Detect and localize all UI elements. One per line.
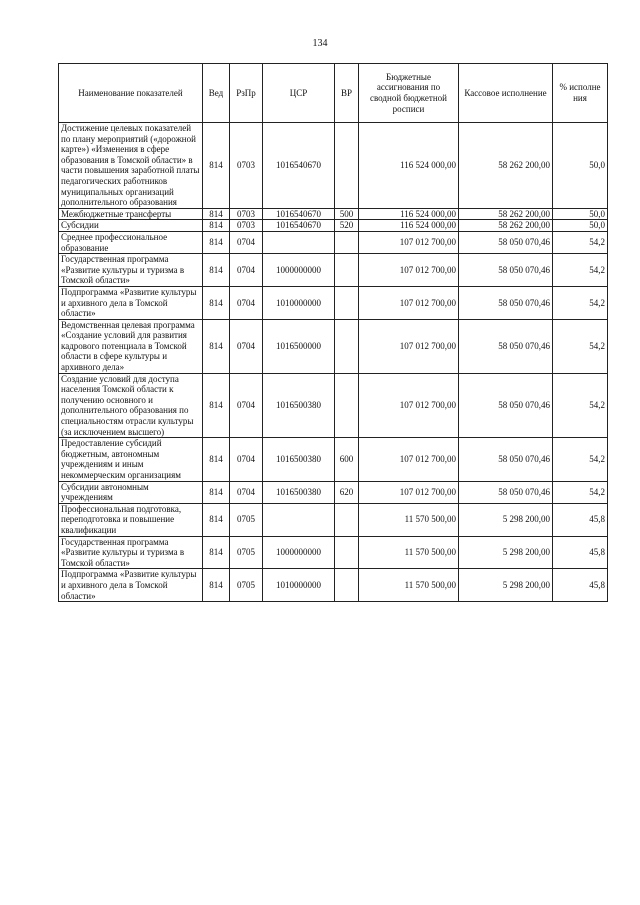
row-cash: 58 050 070,46 bbox=[459, 254, 553, 287]
row-percent: 50,0 bbox=[553, 220, 608, 232]
row-allocations: 11 570 500,00 bbox=[359, 569, 459, 602]
row-vr bbox=[335, 123, 359, 209]
table-row bbox=[59, 123, 608, 209]
row-csr: 1010000000 bbox=[263, 286, 335, 319]
row-ved: 814 bbox=[203, 123, 230, 209]
row-vr bbox=[335, 503, 359, 536]
row-name: Профессиональная подготовка, переподготовка и повышение квалификации bbox=[59, 503, 203, 536]
row-name: Достижение целевых показателей по плану мероприятий («дорожной карте») «Изменения в сфере образования в Томской области» в части повышения заработной платы педагогических работников муниципальных организаций дополнительного образования bbox=[59, 123, 203, 209]
table-row bbox=[59, 503, 608, 536]
row-csr: 1016500380 bbox=[263, 373, 335, 438]
row-vr: 620 bbox=[335, 481, 359, 503]
row-allocations: 107 012 700,00 bbox=[359, 481, 459, 503]
row-percent: 54,2 bbox=[553, 373, 608, 438]
row-allocations: 11 570 500,00 bbox=[359, 503, 459, 536]
header-ved: Вед bbox=[203, 64, 230, 123]
row-csr: 1016540670 bbox=[263, 220, 335, 232]
row-rzpr: 0703 bbox=[230, 123, 263, 209]
row-name: Среднее профессиональное образование bbox=[59, 231, 203, 253]
row-csr bbox=[263, 231, 335, 253]
row-ved: 814 bbox=[203, 438, 230, 481]
table-row bbox=[59, 286, 608, 319]
row-name: Создание условий для доступа населения Томской области к получению основного и дополнительного образования по специальностям отрасли культуры (за исключением высшего) bbox=[59, 373, 203, 438]
row-cash: 58 050 070,46 bbox=[459, 438, 553, 481]
table-row bbox=[59, 319, 608, 373]
row-ved: 814 bbox=[203, 231, 230, 253]
row-name: Государственная программа «Развитие культуры и туризма в Томской области» bbox=[59, 254, 203, 287]
row-ved: 814 bbox=[203, 208, 230, 220]
row-allocations: 116 524 000,00 bbox=[359, 123, 459, 209]
row-ved: 814 bbox=[203, 286, 230, 319]
row-csr: 1000000000 bbox=[263, 254, 335, 287]
row-percent: 54,2 bbox=[553, 438, 608, 481]
row-ved: 814 bbox=[203, 373, 230, 438]
row-cash: 58 050 070,46 bbox=[459, 373, 553, 438]
row-name: Предоставление субсидий бюджетным, автономным учреждениям и иным некоммерческим организациям bbox=[59, 438, 203, 481]
table-row bbox=[59, 254, 608, 287]
row-allocations: 107 012 700,00 bbox=[359, 373, 459, 438]
table-row bbox=[59, 536, 608, 569]
row-name: Межбюджетные трансферты bbox=[59, 208, 203, 220]
row-rzpr: 0703 bbox=[230, 220, 263, 232]
row-name: Государственная программа «Развитие культуры и туризма в Томской области» bbox=[59, 536, 203, 569]
row-rzpr: 0704 bbox=[230, 319, 263, 373]
row-vr bbox=[335, 231, 359, 253]
row-rzpr: 0704 bbox=[230, 254, 263, 287]
row-percent: 45,8 bbox=[553, 503, 608, 536]
row-percent: 54,2 bbox=[553, 231, 608, 253]
row-rzpr: 0705 bbox=[230, 536, 263, 569]
row-cash: 58 262 200,00 bbox=[459, 208, 553, 220]
row-name: Субсидии автономным учреждениям bbox=[59, 481, 203, 503]
row-vr bbox=[335, 254, 359, 287]
row-csr: 1016540670 bbox=[263, 123, 335, 209]
row-vr bbox=[335, 569, 359, 602]
row-vr bbox=[335, 286, 359, 319]
row-ved: 814 bbox=[203, 254, 230, 287]
header-allocations: Бюджетные ассигнования по сводной бюджетной росписи bbox=[359, 64, 459, 123]
page-number: 134 bbox=[312, 38, 328, 49]
row-cash: 58 262 200,00 bbox=[459, 123, 553, 209]
row-cash: 58 050 070,46 bbox=[459, 319, 553, 373]
header-percent: % исполне ния bbox=[553, 64, 608, 123]
table-row bbox=[59, 373, 608, 438]
row-vr: 520 bbox=[335, 220, 359, 232]
row-name: Субсидии bbox=[59, 220, 203, 232]
row-allocations: 107 012 700,00 bbox=[359, 438, 459, 481]
table-row bbox=[59, 438, 608, 481]
row-rzpr: 0704 bbox=[230, 481, 263, 503]
row-percent: 54,2 bbox=[553, 481, 608, 503]
header-name: Наименование показателей bbox=[59, 64, 203, 123]
row-percent: 54,2 bbox=[553, 286, 608, 319]
row-ved: 814 bbox=[203, 569, 230, 602]
row-csr: 1016540670 bbox=[263, 208, 335, 220]
row-rzpr: 0703 bbox=[230, 208, 263, 220]
row-cash: 58 050 070,46 bbox=[459, 231, 553, 253]
row-allocations: 107 012 700,00 bbox=[359, 254, 459, 287]
table-row bbox=[59, 208, 608, 220]
row-ved: 814 bbox=[203, 319, 230, 373]
row-cash: 5 298 200,00 bbox=[459, 503, 553, 536]
row-ved: 814 bbox=[203, 503, 230, 536]
row-percent: 54,2 bbox=[553, 319, 608, 373]
row-cash: 5 298 200,00 bbox=[459, 569, 553, 602]
row-percent: 50,0 bbox=[553, 208, 608, 220]
row-allocations: 107 012 700,00 bbox=[359, 286, 459, 319]
table-row bbox=[59, 481, 608, 503]
row-vr bbox=[335, 373, 359, 438]
row-name: Ведомственная целевая программа «Создание условий для развития кадрового потенциала в Томской области в сфере культуры и архивного дела» bbox=[59, 319, 203, 373]
row-rzpr: 0704 bbox=[230, 286, 263, 319]
table-row bbox=[59, 569, 608, 602]
row-name: Подпрограмма «Развитие культуры и архивного дела в Томской области» bbox=[59, 286, 203, 319]
row-allocations: 107 012 700,00 bbox=[359, 319, 459, 373]
row-percent: 54,2 bbox=[553, 254, 608, 287]
budget-execution-table bbox=[58, 63, 608, 602]
row-vr: 600 bbox=[335, 438, 359, 481]
row-ved: 814 bbox=[203, 220, 230, 232]
row-name: Подпрограмма «Развитие культуры и архивного дела в Томской области» bbox=[59, 569, 203, 602]
row-allocations: 116 524 000,00 bbox=[359, 208, 459, 220]
row-vr bbox=[335, 536, 359, 569]
row-rzpr: 0704 bbox=[230, 373, 263, 438]
row-csr: 1010000000 bbox=[263, 569, 335, 602]
row-ved: 814 bbox=[203, 481, 230, 503]
row-allocations: 107 012 700,00 bbox=[359, 231, 459, 253]
row-rzpr: 0705 bbox=[230, 569, 263, 602]
table-row bbox=[59, 220, 608, 232]
row-csr: 1016500380 bbox=[263, 481, 335, 503]
row-ved: 814 bbox=[203, 536, 230, 569]
header-csr: ЦСР bbox=[263, 64, 335, 123]
row-cash: 58 262 200,00 bbox=[459, 220, 553, 232]
row-csr bbox=[263, 503, 335, 536]
row-csr: 1016500000 bbox=[263, 319, 335, 373]
row-cash: 58 050 070,46 bbox=[459, 286, 553, 319]
row-allocations: 11 570 500,00 bbox=[359, 536, 459, 569]
row-percent: 50,0 bbox=[553, 123, 608, 209]
row-rzpr: 0704 bbox=[230, 438, 263, 481]
row-cash: 58 050 070,46 bbox=[459, 481, 553, 503]
row-rzpr: 0705 bbox=[230, 503, 263, 536]
table-row bbox=[59, 231, 608, 253]
row-allocations: 116 524 000,00 bbox=[359, 220, 459, 232]
row-cash: 5 298 200,00 bbox=[459, 536, 553, 569]
row-vr bbox=[335, 319, 359, 373]
row-csr: 1000000000 bbox=[263, 536, 335, 569]
table-header-row bbox=[59, 64, 608, 123]
row-vr: 500 bbox=[335, 208, 359, 220]
header-cash-execution: Кассовое исполнение bbox=[459, 64, 553, 123]
row-percent: 45,8 bbox=[553, 569, 608, 602]
row-csr: 1016500380 bbox=[263, 438, 335, 481]
header-rzpr: РзПр bbox=[230, 64, 263, 123]
row-percent: 45,8 bbox=[553, 536, 608, 569]
header-vr: ВР bbox=[335, 64, 359, 123]
row-rzpr: 0704 bbox=[230, 231, 263, 253]
